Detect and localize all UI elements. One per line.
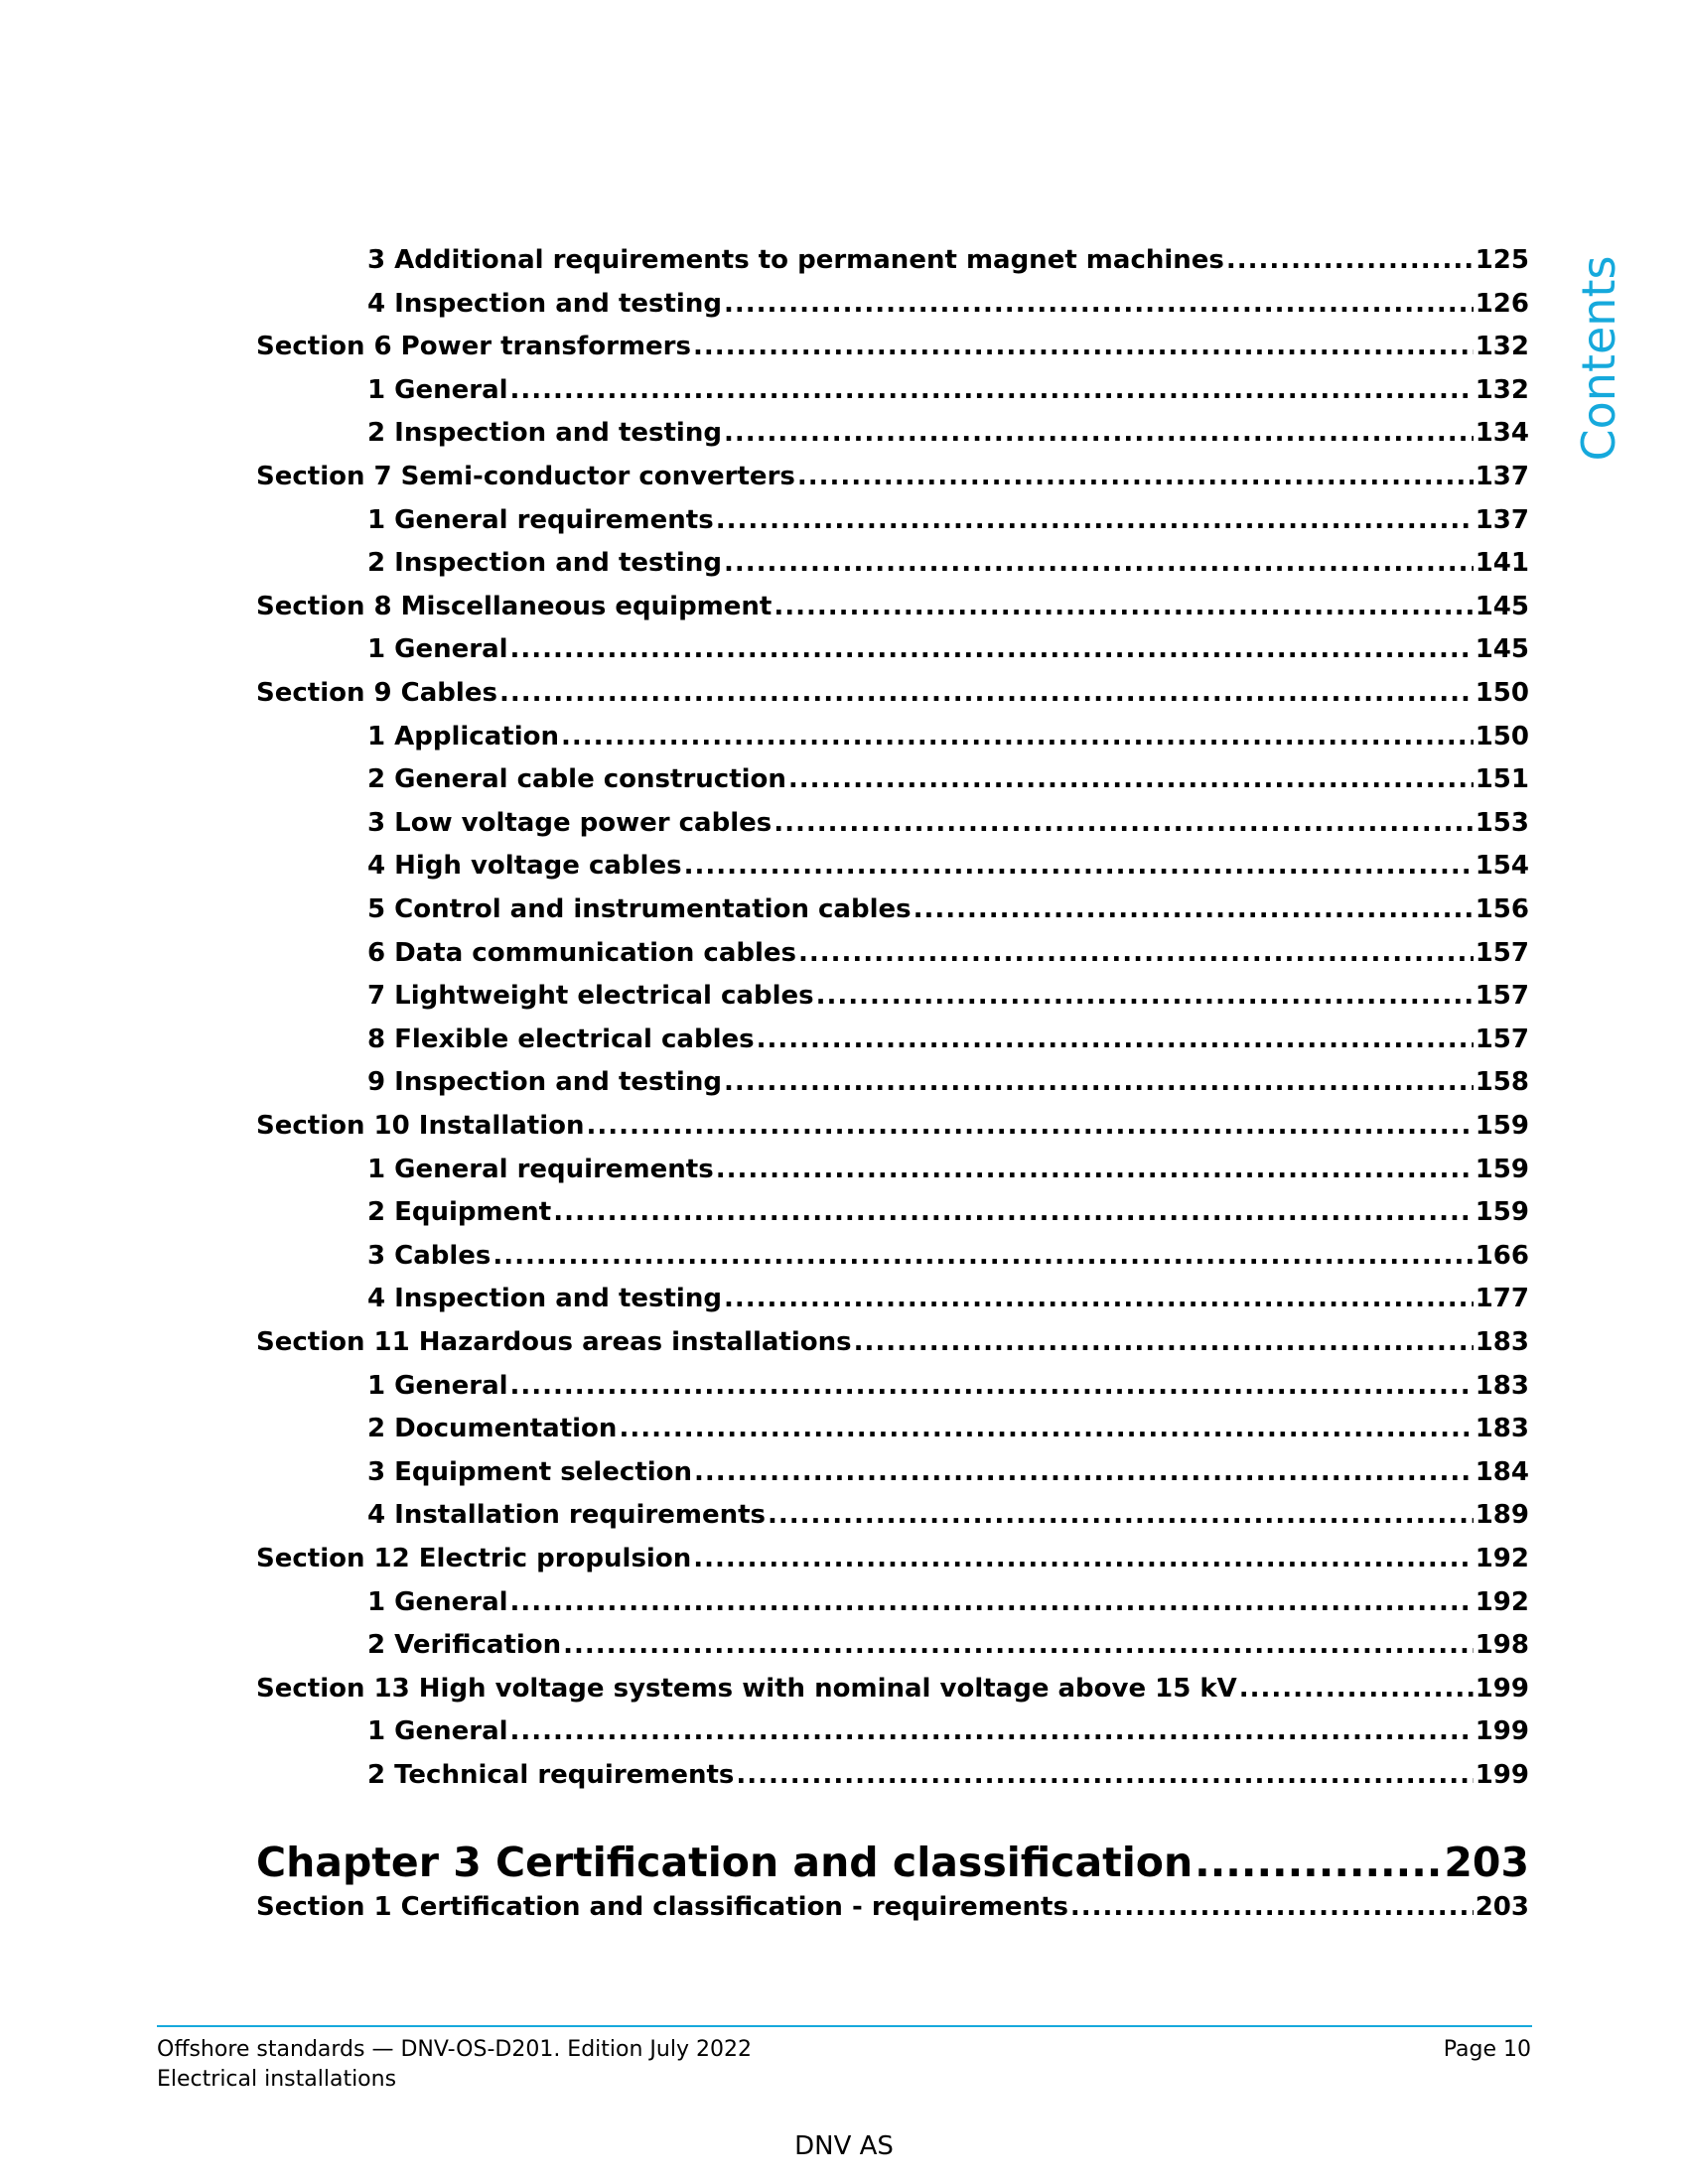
entry-page-number: 125: [1475, 245, 1529, 275]
footer-company: DNV AS: [794, 2131, 894, 2161]
entry-label: 1 General: [367, 634, 508, 665]
toc-entry[interactable]: [367, 1064, 1529, 1100]
entry-label: 4 High voltage cables: [367, 851, 682, 882]
toc-entry[interactable]: [367, 891, 1529, 927]
entry-label: 1 General: [367, 1716, 508, 1747]
toc-entry[interactable]: [367, 1757, 1529, 1793]
leader-dots: [586, 1108, 1473, 1144]
entry-page-number: 137: [1475, 504, 1529, 535]
footer-divider: [157, 2025, 1532, 2027]
leader-dots: [693, 329, 1474, 364]
toc-entry[interactable]: [256, 1541, 1529, 1576]
entry-label: 4 Inspection and testing: [367, 1284, 722, 1314]
toc-entry[interactable]: [367, 1368, 1529, 1404]
leader-dots: [1195, 1835, 1442, 1890]
entry-page-number: 145: [1475, 591, 1529, 621]
entry-label: Section 6 Power transformers: [256, 332, 691, 362]
toc-entry[interactable]: [256, 589, 1529, 624]
entry-page-number: 183: [1475, 1370, 1529, 1401]
entry-page-number: 199: [1475, 1760, 1529, 1790]
toc-chapter-entry[interactable]: [256, 1835, 1529, 1890]
entry-label: 2 Inspection and testing: [367, 548, 722, 579]
leader-dots: [619, 1411, 1473, 1446]
entry-page-number: 126: [1475, 288, 1529, 319]
entry-page-number: 132: [1475, 332, 1529, 362]
entry-page-number: 198: [1475, 1630, 1529, 1661]
toc-entry[interactable]: [256, 1108, 1529, 1144]
footer-page-number: Page 10: [1443, 2037, 1531, 2062]
entry-page-number: 150: [1475, 678, 1529, 708]
entry-label: Section 7 Semi-conductor converters: [256, 462, 795, 491]
entry-page-number: 158: [1475, 1067, 1529, 1098]
entry-label: 1 General requirements: [367, 504, 714, 535]
entry-page-number: 183: [1475, 1327, 1529, 1357]
toc-entry[interactable]: [256, 1671, 1529, 1706]
toc-entry[interactable]: [367, 1281, 1529, 1316]
toc-entry[interactable]: [367, 415, 1529, 451]
toc-entry[interactable]: [256, 675, 1529, 711]
chapter-page-number: 203: [1444, 1839, 1529, 1886]
entry-label: 4 Inspection and testing: [367, 288, 722, 319]
entry-page-number: 153: [1475, 807, 1529, 838]
toc-entry[interactable]: [367, 1194, 1529, 1230]
entry-label: 1 General: [367, 1370, 508, 1401]
entry-label: 1 Application: [367, 721, 559, 751]
leader-dots: [553, 1194, 1474, 1230]
leader-dots: [816, 978, 1474, 1014]
toc-entry[interactable]: [367, 1713, 1529, 1749]
toc-entry[interactable]: [367, 848, 1529, 884]
entry-label: 5 Control and instrumentation cables: [367, 894, 912, 924]
leader-dots: [693, 1541, 1474, 1576]
toc-entry[interactable]: [367, 545, 1529, 581]
leader-dots: [716, 1152, 1474, 1187]
entry-label: 2 Inspection and testing: [367, 418, 722, 449]
entry-page-number: 141: [1475, 548, 1529, 579]
entry-label: 4 Installation requirements: [367, 1500, 766, 1531]
toc-entry[interactable]: [367, 935, 1529, 971]
entry-label: 2 Technical requirements: [367, 1760, 735, 1790]
entry-page-number: 150: [1475, 721, 1529, 751]
footer-standard-title: Offshore standards — DNV-OS-D201. Edition July 2022: [157, 2037, 752, 2062]
entry-page-number: 199: [1475, 1673, 1529, 1704]
leader-dots: [510, 372, 1474, 408]
toc-entry[interactable]: [367, 502, 1529, 538]
entry-label: 2 Equipment: [367, 1197, 552, 1228]
toc-entry[interactable]: [367, 242, 1529, 278]
footer-document-info: [157, 2035, 752, 2095]
entry-page-number: 159: [1475, 1154, 1529, 1184]
leader-dots: [510, 631, 1474, 667]
toc-entry[interactable]: [256, 1324, 1529, 1360]
leader-dots: [914, 891, 1474, 927]
leader-dots: [1239, 1671, 1474, 1706]
entry-page-number: 159: [1475, 1111, 1529, 1141]
toc-entry[interactable]: [367, 1022, 1529, 1057]
entry-label: Section 10 Installation: [256, 1111, 585, 1141]
leader-dots: [798, 935, 1474, 971]
toc-entry[interactable]: [367, 1454, 1529, 1490]
entry-label: Section 8 Miscellaneous equipment: [256, 591, 773, 621]
entry-page-number: 189: [1475, 1500, 1529, 1531]
entry-label: 2 General cable construction: [367, 764, 786, 795]
leader-dots: [1226, 242, 1474, 278]
leader-dots: [716, 502, 1474, 538]
leader-dots: [724, 545, 1474, 581]
entry-page-number: 159: [1475, 1197, 1529, 1228]
entry-label: 2 Documentation: [367, 1414, 618, 1444]
entry-page-number: 157: [1475, 981, 1529, 1012]
entry-page-number: 145: [1475, 634, 1529, 665]
toc-entry[interactable]: [367, 805, 1529, 841]
leader-dots: [684, 848, 1474, 884]
footer-subtitle: Electrical installations: [157, 2067, 397, 2092]
toc-entry[interactable]: [367, 978, 1529, 1014]
leader-dots: [774, 805, 1473, 841]
toc-entry[interactable]: [367, 1152, 1529, 1187]
leader-dots: [774, 589, 1473, 624]
leader-dots: [694, 1454, 1474, 1490]
entry-label: 6 Data communication cables: [367, 937, 796, 968]
entry-label: 1 General: [367, 374, 508, 405]
toc-entry[interactable]: [256, 1889, 1529, 1925]
leader-dots: [757, 1022, 1474, 1057]
leader-dots: [724, 415, 1474, 451]
leader-dots: [510, 1368, 1474, 1404]
entry-page-number: 183: [1475, 1414, 1529, 1444]
entry-label: Section 12 Electric propulsion: [256, 1544, 692, 1573]
contents-side-tab: [1569, 254, 1628, 463]
side-tab-label: Contents: [1572, 255, 1625, 462]
entry-label: 8 Flexible electrical cables: [367, 1024, 755, 1054]
entry-label: 3 Cables: [367, 1240, 492, 1271]
entry-page-number: 151: [1475, 764, 1529, 795]
entry-label: 1 General requirements: [367, 1154, 714, 1184]
toc-entry[interactable]: [256, 459, 1529, 494]
chapter-title: Chapter 3 Certification and classification: [256, 1839, 1194, 1886]
toc-entry[interactable]: [367, 286, 1529, 322]
leader-dots: [724, 286, 1474, 322]
leader-dots: [724, 1281, 1474, 1316]
entry-label: 7 Lightweight electrical cables: [367, 981, 814, 1012]
entry-label: 9 Inspection and testing: [367, 1067, 722, 1098]
toc-entry[interactable]: [367, 719, 1529, 754]
entry-page-number: 203: [1475, 1892, 1529, 1922]
toc-entry[interactable]: [367, 761, 1529, 797]
toc-entry[interactable]: [367, 1411, 1529, 1446]
entry-page-number: 199: [1475, 1716, 1529, 1747]
leader-dots: [854, 1324, 1474, 1360]
leader-dots: [736, 1757, 1473, 1793]
leader-dots: [492, 1238, 1473, 1274]
leader-dots: [788, 761, 1474, 797]
entry-page-number: 177: [1475, 1284, 1529, 1314]
toc-entry[interactable]: [367, 631, 1529, 667]
entry-page-number: 157: [1475, 937, 1529, 968]
leader-dots: [797, 459, 1474, 494]
entry-page-number: 192: [1475, 1586, 1529, 1617]
entry-label: 3 Equipment selection: [367, 1456, 693, 1487]
entry-label: Section 1 Certification and classification - requirements: [256, 1892, 1068, 1922]
entry-page-number: 156: [1475, 894, 1529, 924]
toc-entry[interactable]: [256, 329, 1529, 364]
entry-page-number: 184: [1475, 1456, 1529, 1487]
entry-label: 3 Low voltage power cables: [367, 807, 773, 838]
entry-page-number: 137: [1475, 462, 1529, 491]
entry-page-number: 157: [1475, 1024, 1529, 1054]
leader-dots: [499, 675, 1474, 711]
entry-page-number: 134: [1475, 418, 1529, 449]
entry-label: Section 11 Hazardous areas installations: [256, 1327, 852, 1357]
entry-page-number: 192: [1475, 1544, 1529, 1573]
toc-entry[interactable]: [367, 1584, 1529, 1620]
leader-dots: [768, 1497, 1474, 1533]
entry-label: Section 13 High voltage systems with nominal voltage above 15 kV: [256, 1673, 1237, 1704]
entry-label: 3 Additional requirements to permanent magnet machines: [367, 245, 1224, 275]
toc-entry[interactable]: [367, 1627, 1529, 1663]
leader-dots: [510, 1713, 1474, 1749]
toc-entry[interactable]: [367, 1238, 1529, 1274]
leader-dots: [563, 1627, 1474, 1663]
leader-dots: [1070, 1889, 1474, 1925]
entry-page-number: 166: [1475, 1240, 1529, 1271]
entry-label: 2 Verification: [367, 1630, 562, 1661]
toc-entry[interactable]: [367, 372, 1529, 408]
leader-dots: [724, 1064, 1474, 1100]
entry-label: 1 General: [367, 1586, 508, 1617]
toc-entry[interactable]: [367, 1497, 1529, 1533]
leader-dots: [510, 1584, 1474, 1620]
entry-label: Section 9 Cables: [256, 678, 497, 708]
entry-page-number: 132: [1475, 374, 1529, 405]
entry-page-number: 154: [1475, 851, 1529, 882]
leader-dots: [561, 719, 1474, 754]
